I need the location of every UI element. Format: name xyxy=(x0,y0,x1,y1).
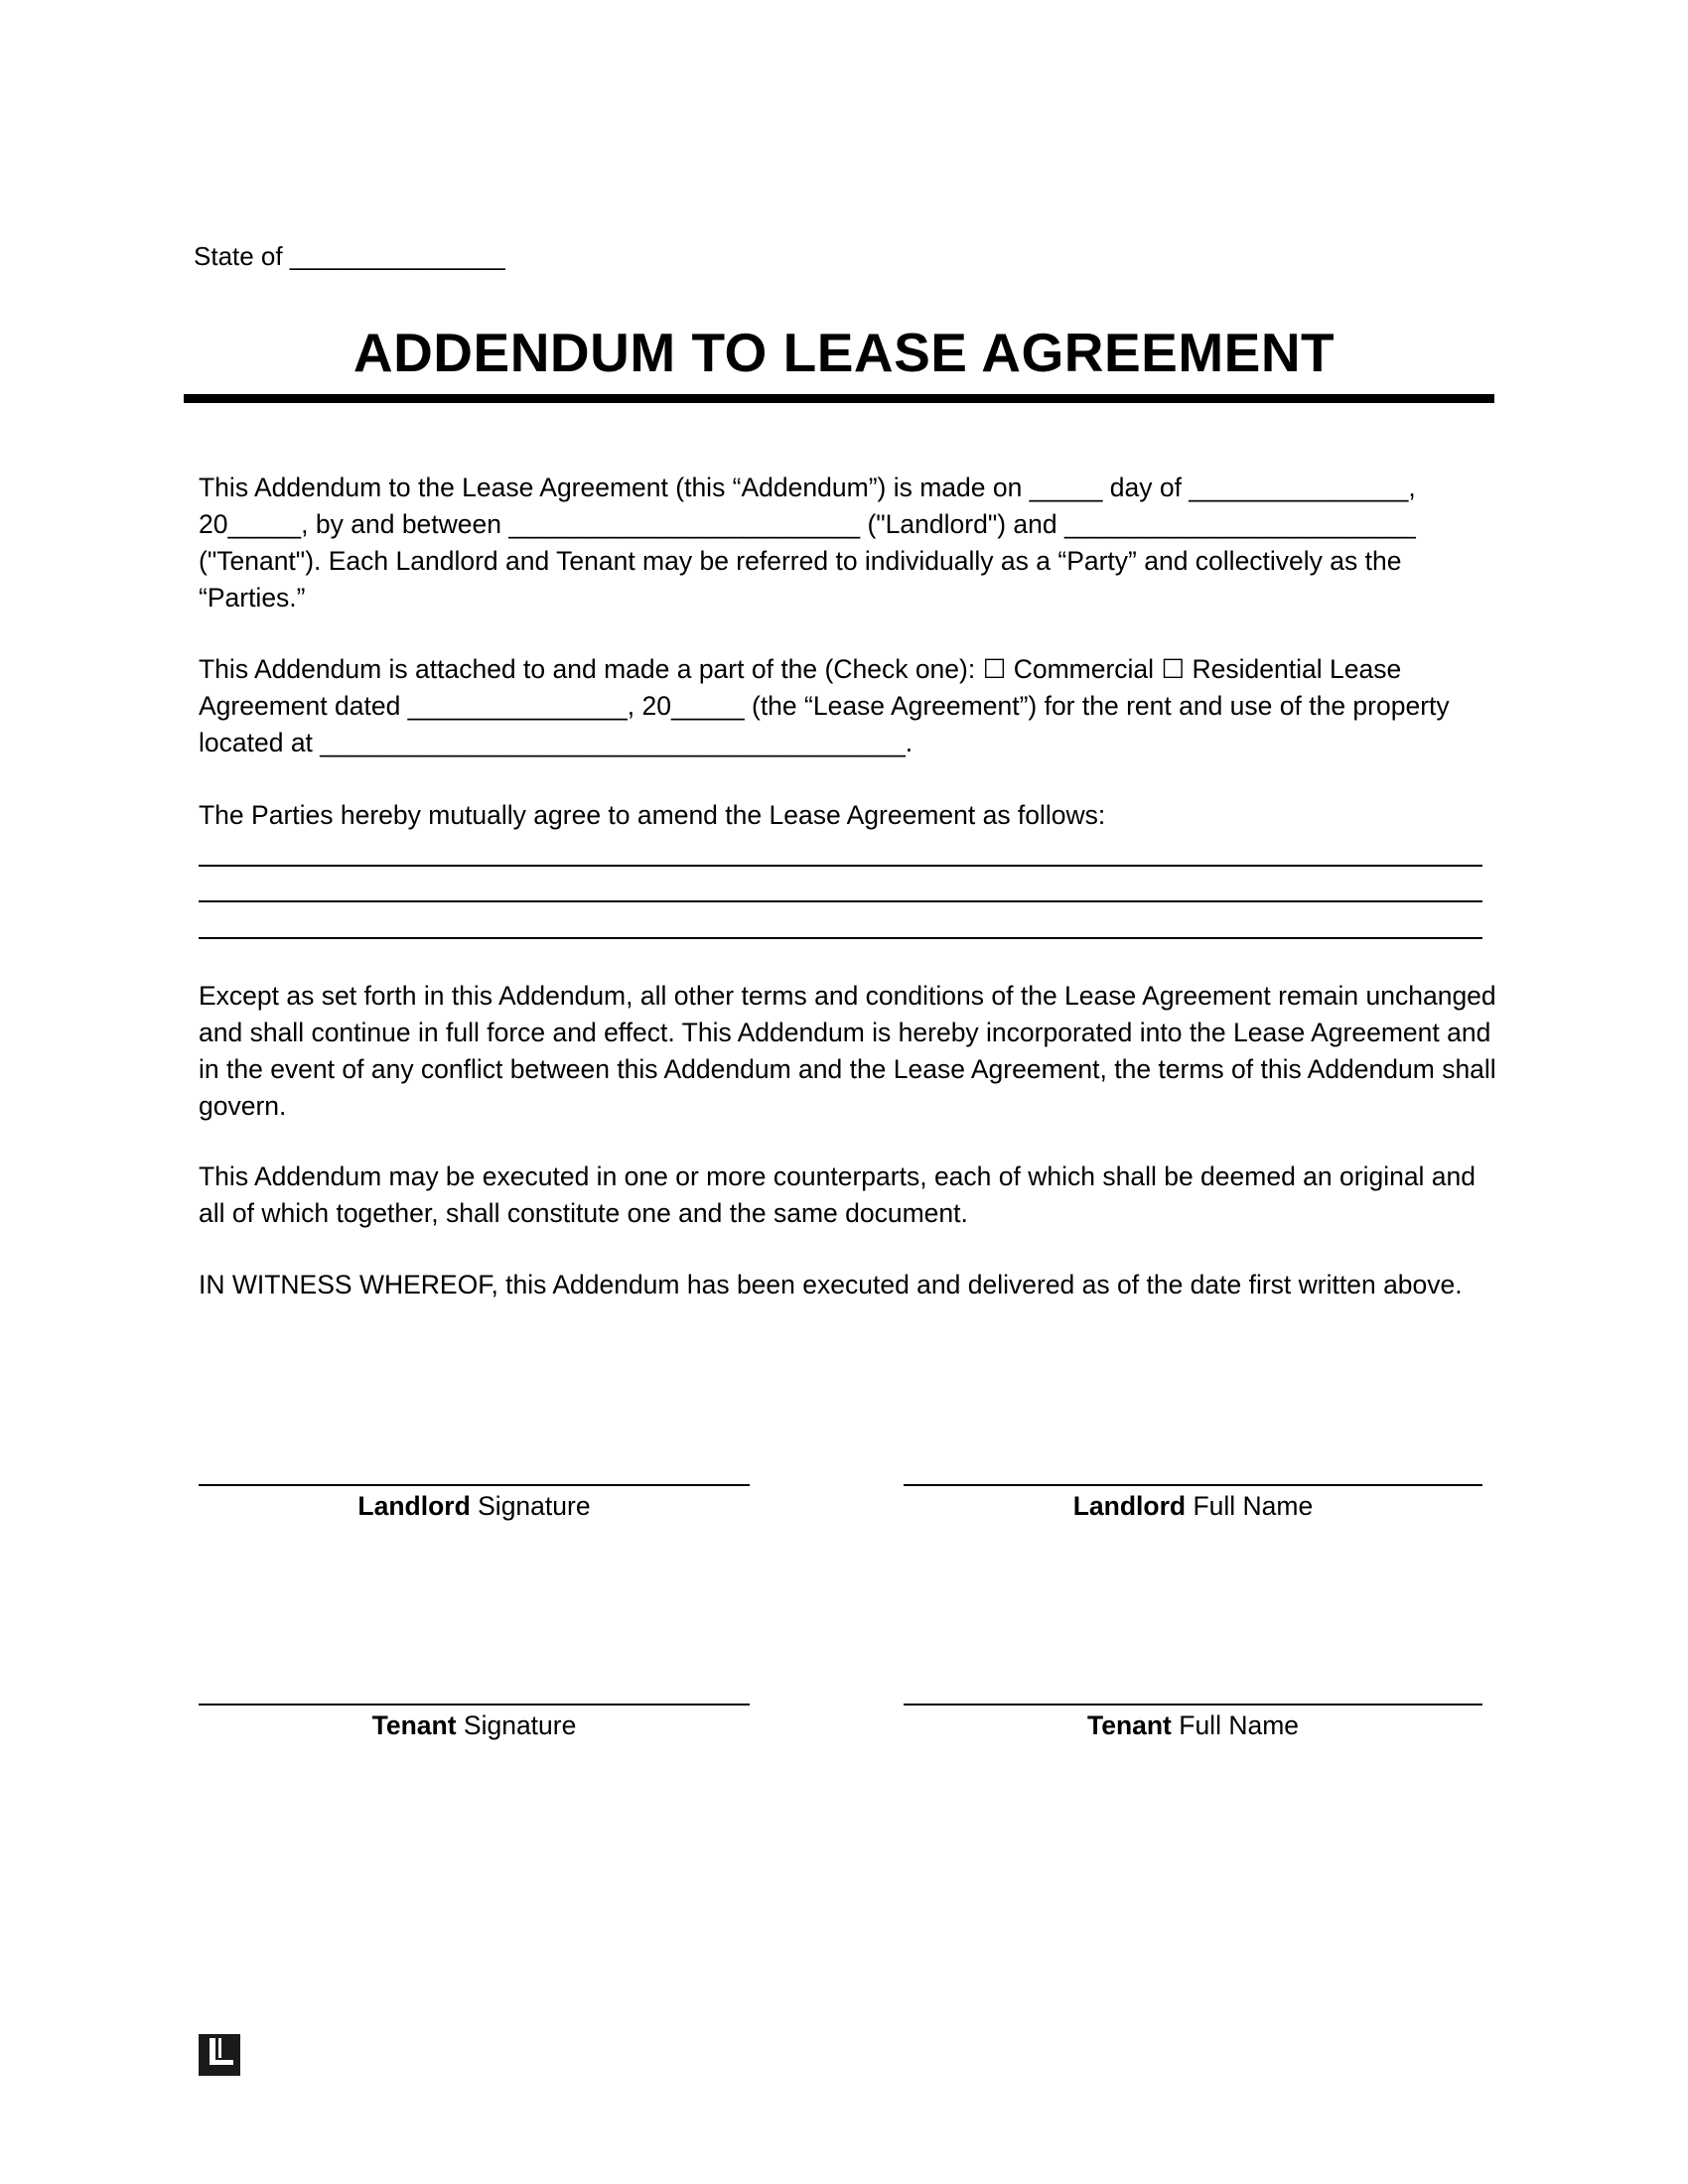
tenant-signature-block xyxy=(199,1704,750,1741)
except-paragraph: Except as set forth in this Addendum, all other terms and conditions of the Lease Agreement remain unchanged and shall continue in full force and effect. This Addendum is hereby incorporated into the Lease Agreement and in the event of any conflict between this Addendum and the Lease Agreement, the terms of this Addendum shall govern. xyxy=(199,981,1496,1121)
amendment-blank-line xyxy=(199,900,1482,902)
amendment-blank-line xyxy=(199,937,1482,939)
tenant-name-block xyxy=(904,1704,1482,1741)
signature-line xyxy=(199,1484,750,1486)
tenant-name-label: Tenant Full Name xyxy=(1086,1710,1300,1740)
tenant-signature-label: Tenant Signature xyxy=(371,1710,577,1740)
counterparts-paragraph: This Addendum may be executed in one or more counterparts, each of which shall be deemed an original and all of which together, shall constitute one and the same document. xyxy=(199,1161,1477,1228)
landlord-name-label: Landlord Full Name xyxy=(1072,1491,1314,1521)
intro-paragraph: This Addendum to the Lease Agreement (this “Addendum”) is made on _____ day of _______________, 20_____, by and between ________________________ ("Landlord") and ________________________ ("Tenant"). Each Landlord and Tenant may be referred to individually as a “Party” and collectively as the “Parties.” xyxy=(199,473,1416,613)
document-title: ADDENDUM TO LEASE AGREEMENT xyxy=(352,322,1336,383)
signature-line xyxy=(904,1704,1482,1706)
signature-line xyxy=(904,1484,1482,1486)
landlord-signature-label: Landlord Signature xyxy=(357,1491,591,1521)
document-brand-logo-icon xyxy=(199,2034,240,2076)
landlord-name-block xyxy=(904,1484,1482,1522)
witness-paragraph: IN WITNESS WHEREOF, this Addendum has been executed and delivered as of the date first written above. xyxy=(199,1270,1463,1299)
signature-line xyxy=(199,1704,750,1706)
title-divider xyxy=(184,394,1494,403)
state-line: State of _______________ xyxy=(194,241,505,271)
landlord-signature-block xyxy=(199,1484,750,1522)
amendment-blank-line xyxy=(199,865,1482,867)
attached-paragraph: This Addendum is attached to and made a part of the (Check one): ☐ Commercial ☐ Residential Lease Agreement dated _______________, 20_____ (the “Lease Agreement”) for the rent and use of the property located at ________________________________________. xyxy=(199,654,1450,757)
amend-paragraph: The Parties hereby mutually agree to amend the Lease Agreement as follows: xyxy=(199,800,1106,830)
